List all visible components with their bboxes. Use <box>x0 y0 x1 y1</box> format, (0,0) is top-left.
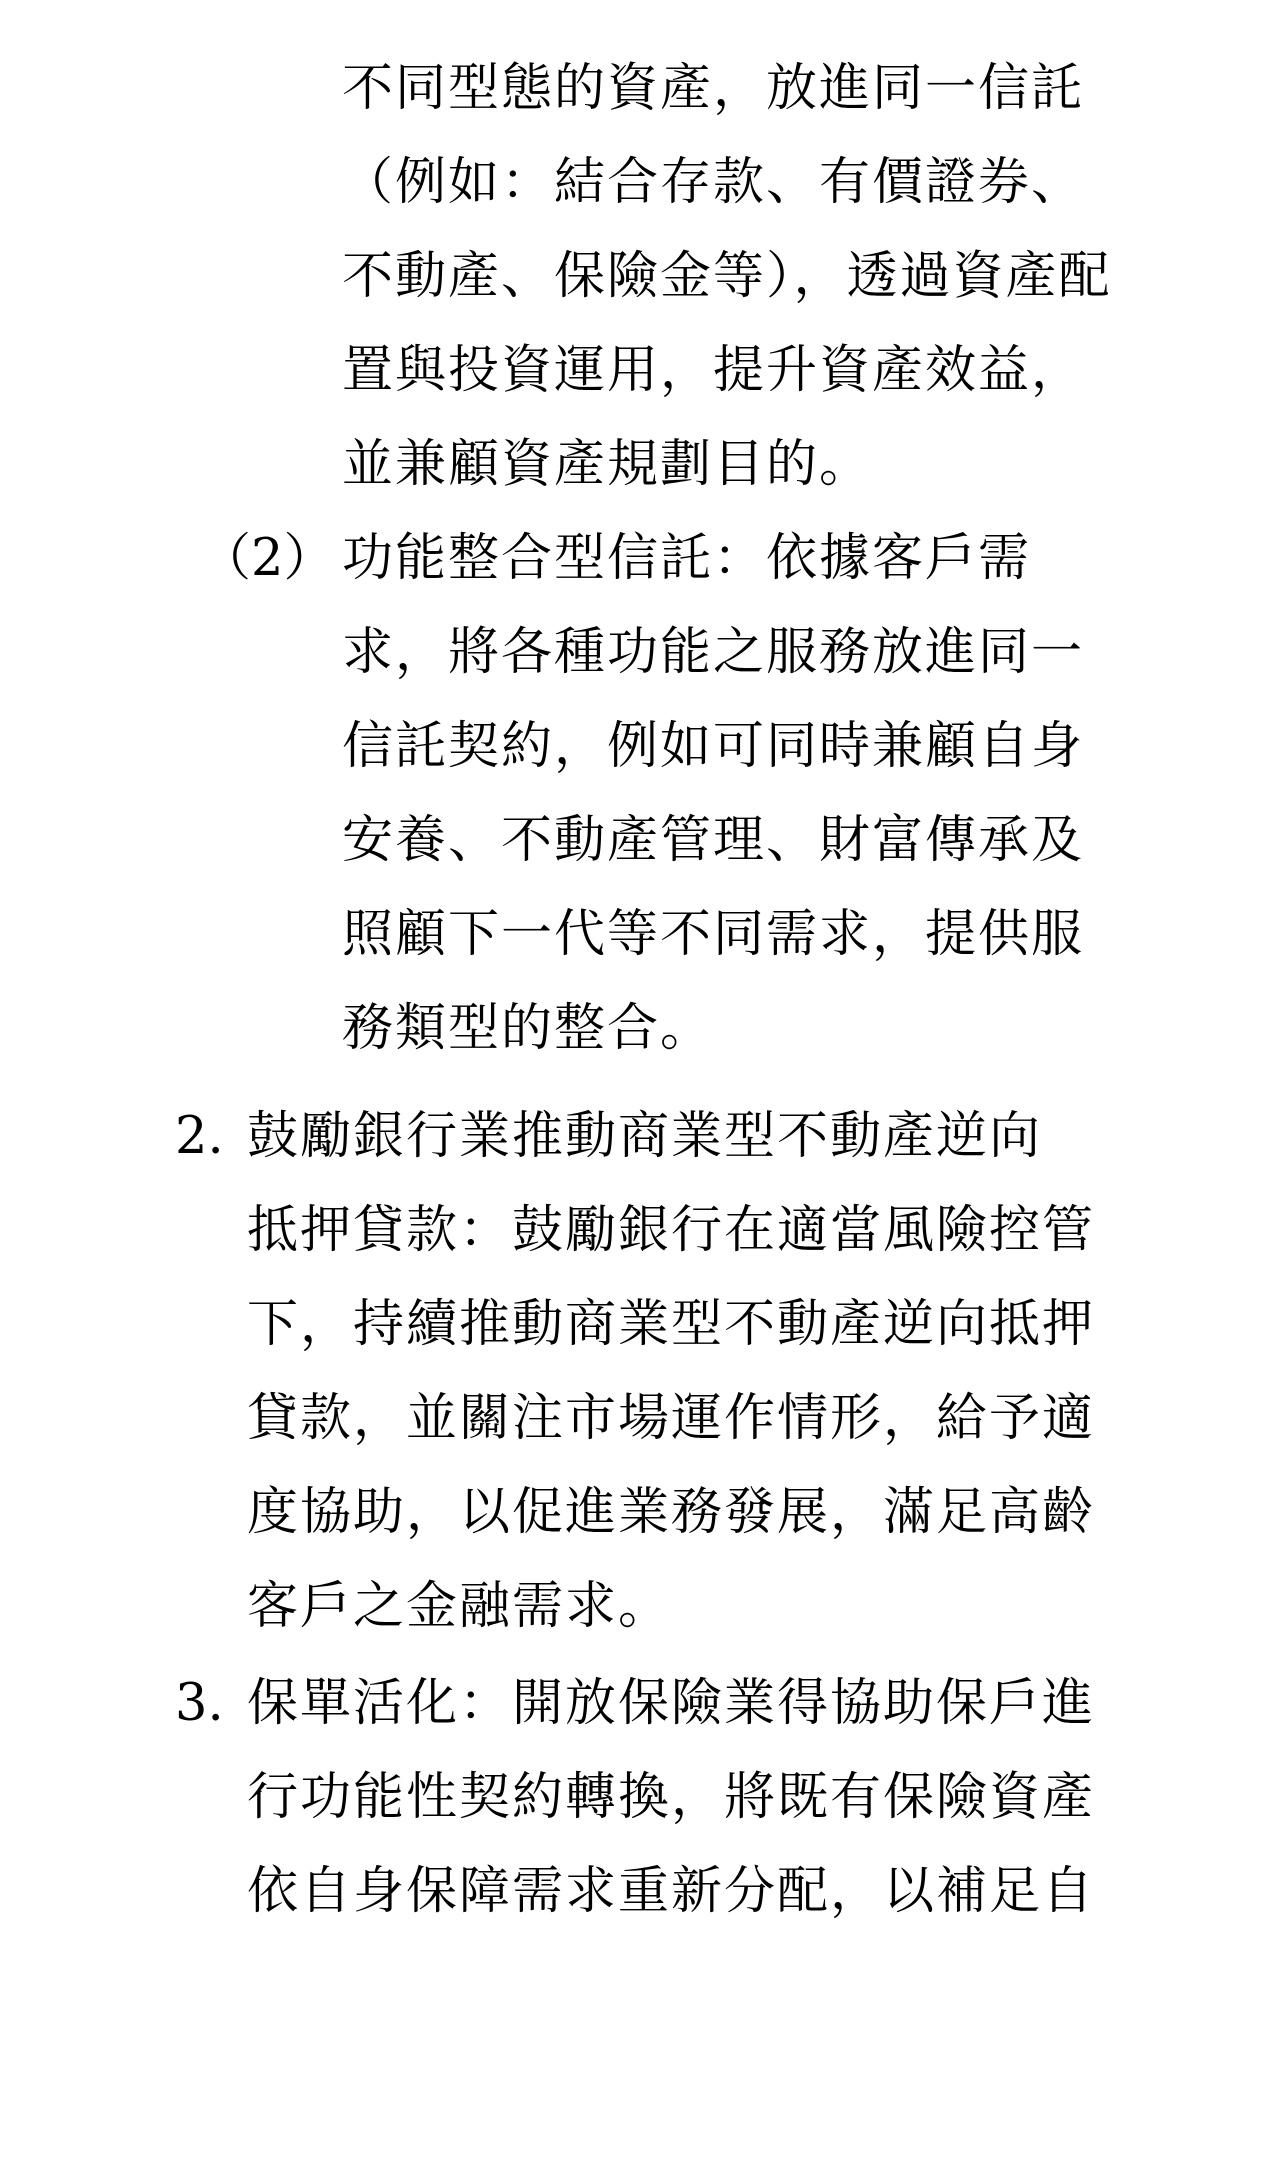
list-marker-3: 3. <box>175 1674 224 1733</box>
text-line: 信託契約，例如可同時兼顧自身 <box>342 717 1085 776</box>
text-line: 貸款，並關注市場運作情形，給予適 <box>247 1389 1096 1448</box>
text-line: 依自身保障需求重新分配，以補足自 <box>247 1862 1096 1921</box>
text-line: （例如：結合存款、有價證券、 <box>342 153 1085 212</box>
text-line: 不動產、保險金等），透過資產配 <box>342 247 1112 306</box>
text-line: 度協助，以促進業務發展，滿足高齡 <box>247 1483 1096 1542</box>
list-item-sub-2 <box>342 512 1222 1076</box>
list-item-2 <box>247 1090 1222 1654</box>
list-marker-sub-2: （2） <box>200 529 335 588</box>
text-line: 保單活化：開放保險業得協助保戶進 <box>247 1674 1096 1733</box>
paragraph-continuation <box>342 42 1222 512</box>
text-line: 鼓勵銀行業推動商業型不動產逆向 <box>247 1107 1043 1166</box>
text-line: 不同型態的資產，放進同一信託 <box>342 59 1085 118</box>
text-line: 下，持續推動商業型不動產逆向抵押 <box>247 1295 1096 1354</box>
text-line: 安養、不動產管理、財富傳承及 <box>342 811 1085 870</box>
list-item-3 <box>247 1657 1222 1939</box>
text-line: 務類型的整合。 <box>342 999 714 1058</box>
list-marker-2: 2. <box>175 1107 224 1166</box>
text-line: 行功能性契約轉換，將既有保險資產 <box>247 1768 1096 1827</box>
text-line: 功能整合型信託：依據客戶需 <box>342 529 1032 588</box>
text-line: 照顧下一代等不同需求，提供服 <box>342 905 1085 964</box>
text-line: 並兼顧資產規劃目的。 <box>342 435 873 494</box>
text-line: 客戶之金融需求。 <box>247 1577 672 1636</box>
text-line: 求，將各種功能之服務放進同一 <box>342 623 1085 682</box>
text-line: 抵押貸款：鼓勵銀行在適當風險控管 <box>247 1201 1096 1260</box>
text-line: 置與投資運用，提升資產效益， <box>342 341 1085 400</box>
